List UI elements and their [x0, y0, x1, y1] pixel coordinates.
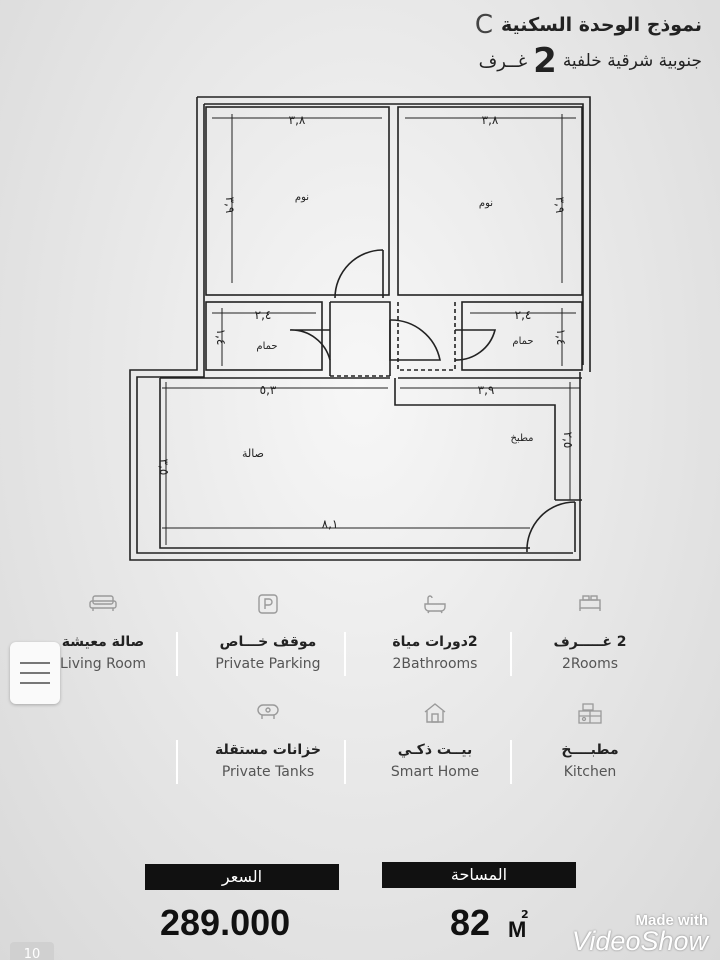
bath-left-label: حمام [256, 341, 278, 352]
feature-bathrooms-ar: 2دورات مياة [392, 634, 478, 650]
price-value: 289.000 [160, 902, 291, 943]
area-unit-sup: 2 [521, 908, 529, 921]
divider [510, 632, 512, 676]
dim-bed-right-h: ٣,٩ [553, 196, 567, 214]
feature-kitchen [515, 702, 665, 780]
feature-smart-home [360, 702, 510, 780]
dim-bath-right-w: ٢,٤ [514, 308, 532, 322]
dim-hall-bottom: ٨,١ [321, 517, 339, 531]
feature-kitchen-en: Kitchen [563, 764, 617, 780]
feature-living-room-en: Living Room [60, 656, 146, 672]
orientation-text: جنوبية شرقية خلفية [562, 51, 702, 71]
model-letter: C [474, 10, 494, 40]
hall-label: صالة [242, 447, 264, 460]
bed-icon [515, 594, 665, 616]
dim-bath-left-w: ٢,٤ [254, 308, 272, 322]
feature-parking-en: Private Parking [215, 656, 321, 672]
feature-tanks-en: Private Tanks [221, 764, 315, 780]
feature-smart-home-ar: بيــت ذكـي [397, 742, 473, 758]
feature-living-room-ar: صالة معيشة [61, 634, 145, 650]
price-label: السعر [145, 864, 339, 890]
dim-bath-right-h: ١,٤ [554, 328, 568, 346]
area-unit: M [508, 917, 527, 942]
bedroom-right-label: نوم [478, 198, 494, 209]
divider [344, 632, 346, 676]
door-bedroom [335, 250, 383, 298]
area-label: المساحة [382, 862, 576, 888]
feature-rooms [515, 594, 665, 672]
feature-tanks-ar: خزانات مستقلة [215, 742, 321, 758]
divider [344, 740, 346, 784]
feature-parking-ar: موقف خـــاص [219, 634, 317, 650]
feature-tanks [193, 702, 343, 780]
dim-bed-right-w: ٣,٨ [481, 113, 499, 127]
bath-right-label: حمام [512, 336, 534, 347]
door-entrance [527, 502, 575, 552]
divider [510, 740, 512, 784]
feature-bathrooms [360, 594, 510, 672]
bedroom-left-label: نوم [294, 192, 310, 203]
sofa-icon [28, 594, 178, 616]
page-number: 10 [10, 942, 54, 960]
dim-kitchen-h: ٢,٥ [561, 431, 575, 449]
watermark-line1: Made with [635, 912, 708, 929]
divider [176, 740, 178, 784]
hamburger-icon [20, 662, 50, 664]
dim-bed-left-h: ٣,٩ [223, 196, 237, 214]
room-count: 2 [533, 41, 557, 81]
dim-hall-top-right: ٣,٩ [477, 383, 495, 397]
parking-icon [193, 594, 343, 616]
dim-bed-left-w: ٣,٨ [288, 113, 306, 127]
kitchen-icon [515, 702, 665, 724]
water-tank-icon [193, 702, 343, 724]
feature-smart-home-en: Smart Home [390, 764, 480, 780]
dim-bath-left-h: ١,٤ [214, 328, 228, 346]
kitchen-label: مطبخ [510, 433, 534, 444]
feature-rooms-en: 2Rooms [561, 656, 619, 672]
dim-hall-h: ٣,٥ [157, 458, 171, 476]
bathtub-icon [360, 594, 510, 616]
area-value: 82 [450, 902, 491, 943]
feature-parking [193, 594, 343, 672]
outer-wall-top [197, 97, 590, 372]
feature-bathrooms-en: 2Bathrooms [392, 656, 478, 672]
watermark-logo: VideoShow [571, 926, 708, 956]
smart-home-icon [360, 702, 510, 724]
feature-rooms-ar: 2 غـــــرف [553, 634, 627, 650]
title-text: نموذج الوحدة السكنية [501, 14, 702, 36]
dim-hall-top-left: ٥,٣ [259, 383, 277, 397]
menu-button[interactable] [10, 642, 60, 704]
feature-kitchen-ar: مطبــــخ [561, 742, 619, 758]
rooms-word: غــرف [478, 50, 528, 72]
